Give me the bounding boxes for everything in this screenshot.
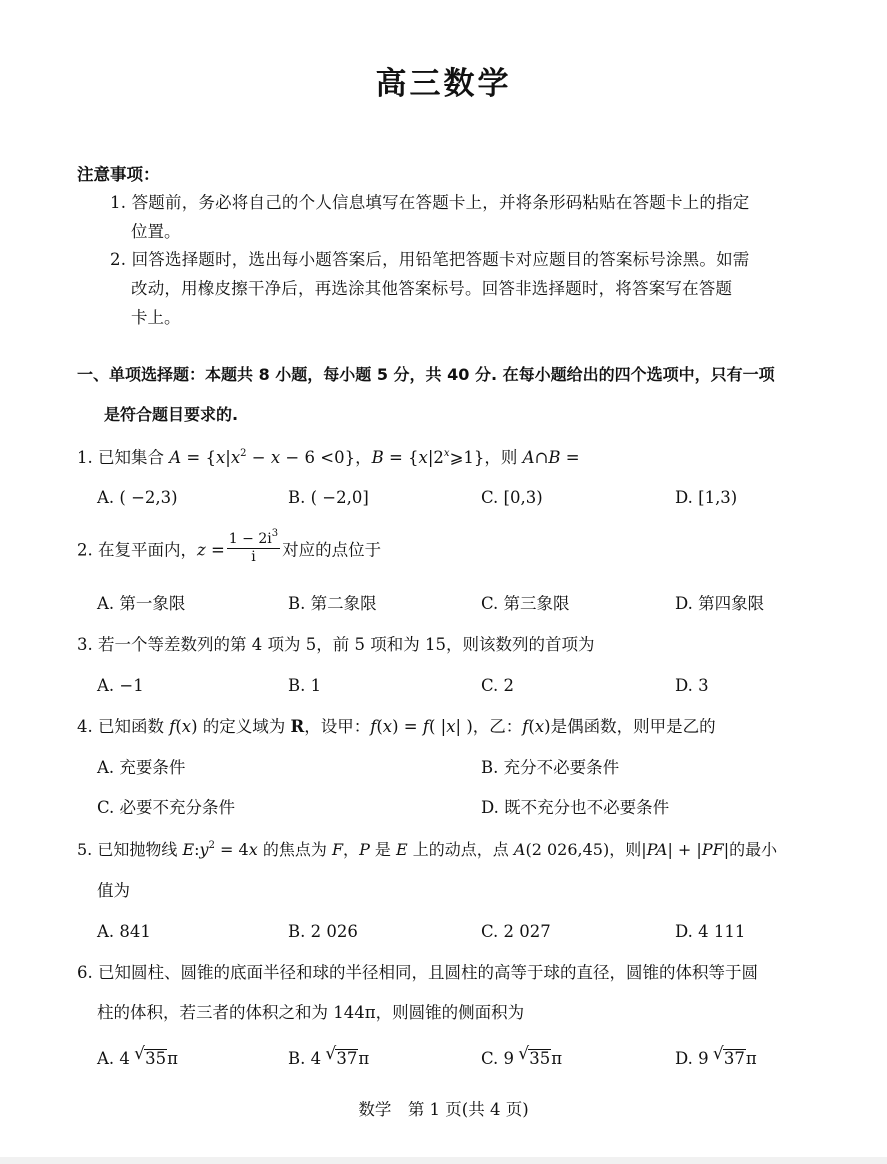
q2-option-b: B. 第二象限 xyxy=(288,594,377,613)
q6-option-b: B. 4 √ 37π xyxy=(288,1049,369,1068)
notice-item-2-line-2: 改动，用橡皮擦干净后，再选涂其他答案标号。回答非选择题时，将答案写在答题 xyxy=(131,279,733,298)
notice-heading: 注意事项： xyxy=(77,165,160,184)
sqrt-symbol: √ 37 xyxy=(714,1049,746,1068)
section-heading-line-2: 是符合题目要求的. xyxy=(104,405,239,424)
sqrt-symbol: √ 35 xyxy=(135,1049,167,1068)
question-4: 4. 已知函数 f(x) 的定义域为 R，设甲：f(x) = f( |x| )，乙：f(x)是偶函数，则甲是乙的 xyxy=(77,717,716,736)
q5-option-d: D. 4 111 xyxy=(675,922,746,941)
q4-option-d: D. 既不充分也不必要条件 xyxy=(481,798,670,817)
q6-option-a: A. 4 √ 35π xyxy=(97,1049,178,1068)
question-5-line-1: 5. 已知抛物线 $E:y^2 = 4x$ 的焦点为 F，P 是 E 上的动点，点 A(2 026,45)，则|PA| + |PF|的最小 xyxy=(77,840,778,859)
q2-option-d: D. 第四象限 xyxy=(675,594,765,613)
q5-option-b: B. 2 026 xyxy=(288,922,358,941)
page-title: 高三数学 xyxy=(375,66,512,102)
q6-option-c: C. 9 √ 35π xyxy=(481,1049,562,1068)
q1-option-a: A. ( −2,3) xyxy=(97,488,178,507)
q3-option-d: D. 3 xyxy=(675,676,709,695)
q6-option-d: D. 9 √ 37π xyxy=(675,1049,757,1068)
question-1: 1. 已知集合 $A = \{x|x^2 - x - 6 <0\}$，$B = \{x|2^x⩾1\}$，则 A∩B = xyxy=(77,448,580,467)
question-6-line-2: 柱的体积，若三者的体积之和为 144π，则圆锥的侧面积为 xyxy=(97,1003,525,1022)
q1-option-b: B. ( −2,0] xyxy=(288,488,369,507)
question-2: 2. 在复平面内，z = $\frac{1 - 2i^3}{i}$ 对应的点位于 xyxy=(77,528,382,566)
q3-option-a: A. −1 xyxy=(97,676,144,695)
q2-option-c: C. 第三象限 xyxy=(481,594,570,613)
section-heading-line-1: 一、单项选择题：本题共 8 小题，每小题 5 分，共 40 分. 在每小题给出的四个选项中，只有一项 xyxy=(77,365,775,384)
bottom-edge xyxy=(0,1157,887,1164)
q5-option-a: A. 841 xyxy=(97,922,151,941)
notice-item-1-line-2: 位置。 xyxy=(131,222,181,241)
notice-item-1-line-1: 1. 答题前，务必将自己的个人信息填写在答题卡上，并将条形码粘贴在答题卡上的指定 xyxy=(110,193,750,212)
q2-option-a: A. 第一象限 xyxy=(97,594,186,613)
q1-option-d: D. [1,3) xyxy=(675,488,738,507)
q2-fraction: $\frac{1 - 2i^3}{i}$ xyxy=(228,528,279,566)
q3-option-b: B. 1 xyxy=(288,676,322,695)
q4-option-c: C. 必要不充分条件 xyxy=(97,798,236,817)
q5-option-c: C. 2 027 xyxy=(481,922,551,941)
q3-option-c: C. 2 xyxy=(481,676,515,695)
notice-item-2-line-3: 卡上。 xyxy=(131,308,181,327)
question-3: 3. 若一个等差数列的第 4 项为 5，前 5 项和为 15，则该数列的首项为 xyxy=(77,635,595,654)
sqrt-symbol: √ 37 xyxy=(326,1049,358,1068)
sqrt-symbol: √ 35 xyxy=(519,1049,551,1068)
notice-item-2-line-1: 2. 回答选择题时，选出每小题答案后，用铅笔把答题卡对应题目的答案标号涂黑。如需 xyxy=(110,250,750,269)
q4-option-b: B. 充分不必要条件 xyxy=(481,758,620,777)
page-footer: 数学 第 1 页(共 4 页) xyxy=(358,1100,529,1119)
q4-option-a: A. 充要条件 xyxy=(97,758,186,777)
q1-option-c: C. [0,3) xyxy=(481,488,543,507)
question-5-line-2: 值为 xyxy=(97,881,130,900)
question-6-line-1: 6. 已知圆柱、圆锥的底面半径和球的半径相同，且圆柱的高等于球的直径，圆锥的体积等于圆 xyxy=(77,963,758,982)
